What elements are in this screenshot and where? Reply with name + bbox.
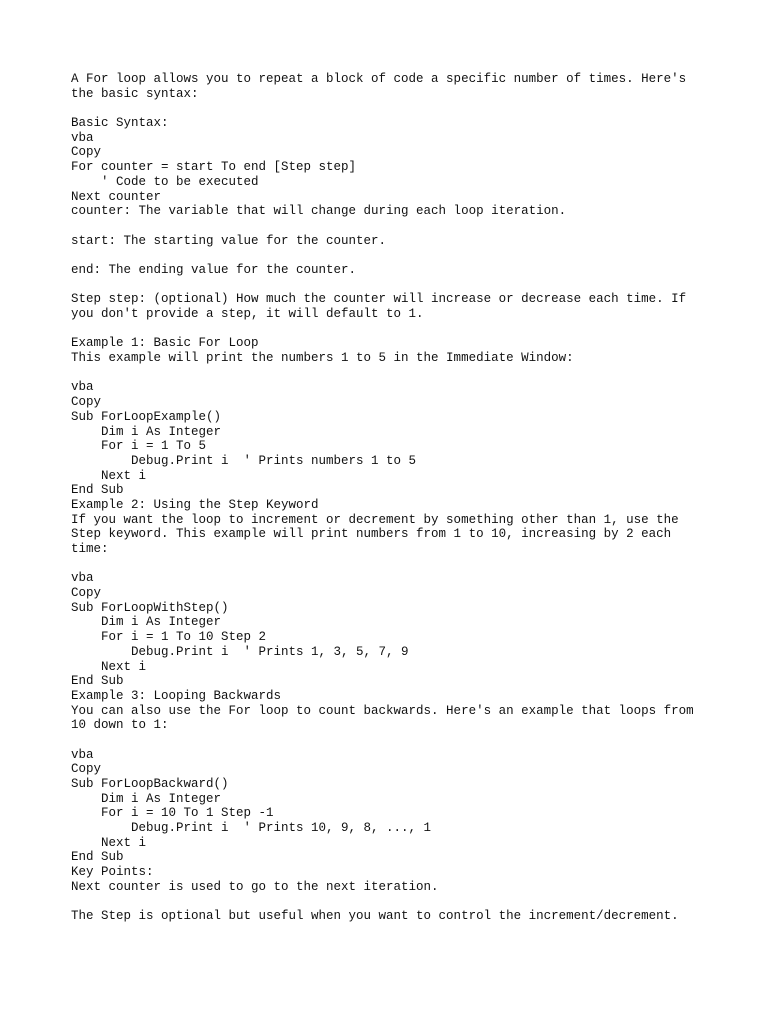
text-line: Example 2: Using the Step Keyword [71,497,319,512]
text-line: End Sub [71,483,124,498]
text-line: Dim i As Integer [71,424,222,439]
text-line: Copy [71,762,102,777]
text-line: Copy [71,586,102,601]
text-line: Example 1: Basic For Loop [71,336,259,351]
text-line: Dim i As Integer [71,615,222,630]
text-line: Copy [71,145,102,160]
text-line: time: [71,542,109,556]
text-line: vba [71,380,94,395]
text-line: vba [71,571,94,586]
blank-line [71,557,731,572]
text-line: If you want the loop to increment or decrement by something other than 1, use the [71,512,679,527]
text-line: vba [71,130,94,145]
text-line: Sub ForLoopBackward() [71,777,229,791]
text-line: For i = 10 To 1 Step -1 [71,806,274,821]
text-line: The Step is optional but useful when you want to control the increment/decrement. [71,909,679,924]
blank-line [71,366,731,381]
text-line: Sub ForLoopWithStep() [71,600,229,615]
text-line: A For loop allows you to repeat a block of code a specific number of times. Here's [71,72,687,86]
text-line: Next i [71,659,147,674]
text-line: This example will print the numbers 1 to 5 in the Immediate Window: [71,351,574,366]
text-line: ' Code to be executed [71,174,259,189]
text-line: For i = 1 To 10 Step 2 [71,630,267,645]
text-line: Next counter [71,189,162,204]
text-line: start: The starting value for the counter. [71,233,387,248]
text-line: You can also use the For loop to count backwards. Here's an example that loops from [71,703,694,718]
text-line: Next i [71,835,147,850]
text-line: counter: The variable that will change during each loop iteration. [71,204,567,219]
blank-line [71,219,731,234]
text-line: Next i [71,468,147,483]
blank-line [71,248,731,263]
text-line: Next counter is used to go to the next iteration. [71,879,439,894]
text-line: Key Points: [71,865,154,880]
blank-line [71,895,731,910]
text-line: Debug.Print i ' Prints 10, 9, 8, ..., 1 [71,821,432,836]
document-page [71,72,731,924]
text-line: Debug.Print i ' Prints numbers 1 to 5 [71,453,417,468]
text-line: Step step: (optional) How much the counter will increase or decrease each time. If [71,292,687,307]
blank-line [71,101,731,116]
text-line: 10 down to 1: [71,718,169,733]
text-line: End Sub [71,850,124,865]
text-line: Sub ForLoopExample() [71,409,222,424]
blank-line [71,278,731,293]
text-line: Example 3: Looping Backwards [71,688,282,703]
text-line: End Sub [71,674,124,689]
text-line: Dim i As Integer [71,791,222,806]
text-line: Step keyword. This example will print numbers from 1 to 10, increasing by 2 each [71,527,672,542]
text-line: the basic syntax: [71,86,199,101]
text-line: Debug.Print i ' Prints 1, 3, 5, 7, 9 [71,644,409,659]
text-line: For i = 1 To 5 [71,439,207,454]
text-line: vba [71,747,94,762]
text-line: end: The ending value for the counter. [71,262,357,277]
text-line: you don't provide a step, it will default to 1. [71,307,424,321]
blank-line [71,733,731,748]
text-line: Copy [71,395,102,410]
blank-line [71,322,731,337]
text-line: For counter = start To end [Step step] [71,160,357,175]
text-line: Basic Syntax: [71,116,169,131]
